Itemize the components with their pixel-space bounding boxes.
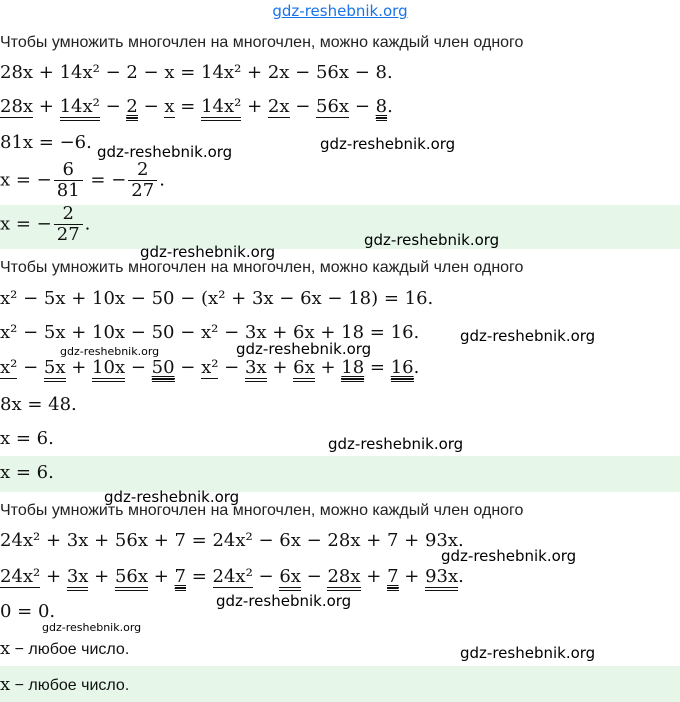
watermark[interactable]: gdz-reshebnik.org: [320, 135, 456, 153]
section-1-heading: Чтобы умножить многочлен на многочлен, можно каждый член одного: [0, 34, 524, 51]
denominator: 81: [56, 180, 80, 201]
op: +: [398, 566, 426, 587]
op: −: [17, 357, 44, 378]
op: +: [266, 357, 294, 378]
text: .: [84, 213, 91, 235]
term: 18: [341, 357, 364, 382]
op: +: [148, 566, 175, 587]
op: .: [458, 566, 464, 587]
op: −: [218, 357, 245, 378]
op: .: [413, 357, 420, 378]
term: 16: [391, 357, 414, 382]
term: x: [164, 96, 175, 117]
term: 2x: [267, 96, 290, 117]
watermark[interactable]: gdz-reshebnik.org: [140, 243, 276, 261]
text: .: [159, 169, 165, 191]
s3-equation-1: 24x² + 3x + 56x + 7 = 24x² − 6x − 28x + 7 + 93x.: [0, 530, 464, 551]
text: = −: [84, 169, 127, 191]
answer-band-1: [0, 205, 680, 249]
s1-answer: [0, 204, 90, 245]
watermark[interactable]: gdz-reshebnik.org: [328, 435, 464, 453]
op: +: [33, 96, 60, 117]
op: −: [137, 96, 165, 117]
text: x = −: [0, 213, 52, 235]
op: +: [314, 357, 342, 378]
s2-equation-2: x² − 5x + 10x − 50 − x² − 3x + 6x + 18 = 16.: [0, 322, 420, 343]
section-2-heading: Чтобы умножить многочлен на многочлен, можно каждый член одного: [0, 259, 524, 276]
s3-equation-3: 0 = 0.: [0, 601, 56, 622]
text: − любое число.: [10, 641, 130, 658]
op: −: [174, 357, 202, 378]
op: +: [88, 566, 115, 587]
term: 28x: [327, 566, 360, 591]
denominator: 27: [56, 224, 80, 245]
watermark[interactable]: gdz-reshebnik.org: [60, 345, 160, 358]
s2-equation-underlined: [0, 357, 419, 378]
s1-equation-underlined: [0, 96, 393, 117]
fraction: [54, 204, 83, 245]
term: 8: [376, 96, 387, 121]
term: 6x: [279, 566, 301, 591]
denominator: 27: [131, 180, 155, 201]
term: x²: [0, 357, 18, 378]
term: 7: [175, 566, 186, 591]
s1-equation-4: [0, 160, 165, 201]
term: 3x: [245, 357, 267, 382]
text: − любое число.: [10, 677, 130, 694]
variable: x: [0, 638, 11, 659]
term: 50: [152, 357, 175, 382]
op: .: [387, 96, 393, 117]
s2-equation-5: x = 6.: [0, 428, 54, 449]
op: +: [65, 357, 93, 378]
fraction: [54, 160, 83, 201]
term: 7: [387, 566, 398, 591]
term: 14x²: [60, 96, 100, 121]
watermark[interactable]: gdz-reshebnik.org: [236, 340, 372, 358]
s3-answer: [0, 674, 129, 695]
s1-equation-3: 81x = −6.: [0, 132, 92, 153]
watermark[interactable]: gdz-reshebnik.org: [216, 592, 352, 610]
term: 3x: [67, 566, 89, 591]
op: −: [252, 566, 280, 587]
op: +: [40, 566, 67, 587]
op: +: [241, 96, 268, 117]
s2-equation-1: x² − 5x + 10x − 50 − (x² + 3x − 6x − 18) = 16.: [0, 288, 434, 309]
watermark[interactable]: gdz-reshebnik.org: [460, 327, 596, 345]
term: 56x: [115, 566, 148, 591]
s2-equation-4: 8x = 48.: [0, 394, 77, 415]
term: 24x²: [212, 566, 253, 587]
fraction: [128, 160, 157, 201]
term: 10x: [92, 357, 125, 382]
variable: x: [0, 674, 11, 695]
s3-equation-underlined: [0, 566, 464, 587]
watermark[interactable]: gdz-reshebnik.org: [460, 644, 596, 662]
numerator: 2: [54, 204, 83, 225]
op: −: [300, 566, 328, 587]
op: −: [125, 357, 152, 378]
numerator: 6: [54, 160, 83, 181]
watermark[interactable]: gdz-reshebnik.org: [104, 488, 240, 506]
watermark[interactable]: gdz-reshebnik.org: [97, 143, 233, 161]
text: x = −: [0, 169, 52, 191]
watermark[interactable]: gdz-reshebnik.org: [364, 231, 500, 249]
watermark-top[interactable]: gdz-reshebnik.org: [272, 2, 408, 20]
section-3-heading: Чтобы умножить многочлен на многочлен, можно каждый член одного: [0, 502, 524, 519]
op: −: [289, 96, 317, 117]
watermark[interactable]: gdz-reshebnik.org: [441, 547, 577, 565]
term: 2: [126, 96, 137, 121]
term: 56x: [316, 96, 350, 117]
term: 6x: [293, 357, 315, 382]
numerator: 2: [128, 160, 157, 181]
s3-equation-4: [0, 638, 129, 659]
op: −: [99, 96, 127, 117]
watermark[interactable]: gdz-reshebnik.org: [42, 621, 142, 634]
term: 14x²: [201, 96, 241, 121]
op: =: [174, 96, 202, 117]
term: 93x: [425, 566, 458, 591]
s2-answer: x = 6.: [0, 462, 54, 483]
answer-band-2: [0, 456, 680, 492]
op: −: [349, 96, 376, 117]
term: 5x: [44, 357, 66, 382]
term: x²: [201, 357, 219, 378]
op: =: [364, 357, 391, 378]
term: 28x: [0, 96, 34, 117]
s1-equation-1: 28x + 14x² − 2 − x = 14x² + 2x − 56x − 8.: [0, 62, 393, 83]
op: +: [360, 566, 388, 587]
op: =: [186, 566, 213, 587]
term: 24x²: [0, 566, 41, 587]
